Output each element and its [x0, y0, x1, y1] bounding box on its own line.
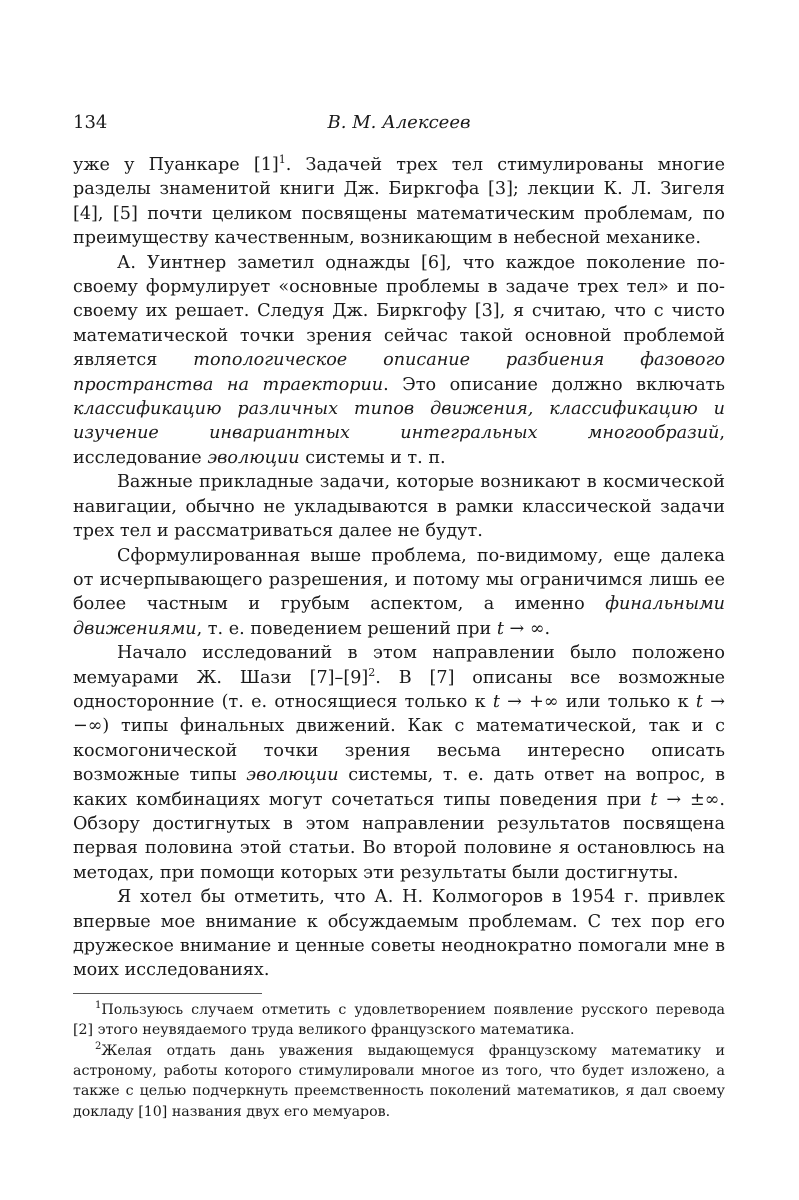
text-run: Я хотел бы отметить, что А. Н. Колмогоров в 1954 г. привлек впервые мое внимание к обсуждаемым проблемам. С тех пор его дружеское внимание и ценные советы неоднократно помогали мне в моих исследованиях.	[73, 887, 725, 981]
text-run: . Задачей трех тел стимулированы многие разделы знаменитой книги Дж. Биркгофа [3]; лекции К. Л. Зигеля [4], [5] почти целиком посвящены математическим проблемам, по преимуществу качественным, возникающим в небесной механике.	[73, 155, 725, 249]
text-run: А. Уинтнер заметил однажды [6], что каждое поколение по-своему формулирует «основные проблемы в задаче трех тел» и по-своему их решает. Следуя Дж. Биркгофу [3], я считаю, что с чисто математической точки зрения сейчас такой основной проблемой является	[73, 252, 725, 371]
text-run: системы, т. е. дать ответ на вопрос, в каких комбинациях могут сочетаться типы поведения при	[73, 765, 725, 810]
text-run: → +∞ или только к	[499, 691, 696, 712]
text-run: системы и т. п.	[299, 447, 446, 468]
text-run: → −∞) типы финальных движений. Как с математической, так и с космогонической точки зрения весьма интересно описать возможные типы	[73, 691, 726, 786]
emphasis-text: классификацию различных типов движения, классификацию и изучение инвариантных интегральных многообразий	[73, 399, 725, 444]
emphasis-text: t	[492, 691, 500, 712]
text-run: Желая отдать дань уважения выдающемуся французскому математику и астроному, работы которого стимулировали многое из того, что будет изложено, а также с целью подчеркнуть преемственность поколений математиков, я дал своему докладу [10] названия двух его мемуаров.	[73, 1042, 725, 1120]
footnote	[73, 1041, 725, 1123]
paragraph	[73, 153, 725, 251]
paragraph	[73, 885, 725, 983]
footnote-mark: 1	[95, 999, 102, 1011]
footnote-mark: 2	[95, 1040, 102, 1052]
footnote	[73, 1000, 725, 1041]
footnote-divider	[73, 993, 262, 994]
paragraph	[73, 470, 725, 543]
emphasis-text: эволюции	[246, 765, 339, 786]
running-head: В. М. Алексеев	[327, 112, 471, 133]
text-run: , т. е. поведением решений при	[196, 618, 497, 639]
body-text	[73, 153, 725, 983]
paragraph	[73, 641, 725, 885]
text-run: → ±∞. Обзору достигнутых в этом направлении результатов посвящена первая половина этой статьи. Во второй половине я остановлюсь на методах, при помощи которых эти результаты были достигнуты.	[73, 789, 725, 883]
text-run: уже у Пуанкаре [1]	[73, 155, 279, 175]
text-run: Пользуюсь случаем отметить с удовлетворением появление русского перевода [2] этого неувядаемого труда великого французского математика.	[73, 1001, 725, 1039]
text-run: . В [7] описаны все возможные односторонние (т. е. относящиеся только к	[73, 667, 726, 712]
text-run: . Это описание должно включать	[383, 374, 725, 395]
footnote-mark: 1	[278, 153, 286, 166]
emphasis-text: t	[496, 618, 504, 639]
paragraph	[73, 251, 725, 471]
page-number: 134	[73, 112, 108, 133]
emphasis-text: финальными движениями	[73, 594, 725, 639]
paragraph	[73, 544, 725, 642]
page-header	[73, 112, 725, 142]
text-run: → ∞.	[503, 618, 551, 639]
footnotes	[73, 1000, 725, 1122]
text-run: Важные прикладные задачи, которые возникают в космической навигации, обычно не укладываются в рамки классической задачи трех тел и рассматриваться далее не будут.	[73, 472, 725, 542]
page	[73, 112, 725, 1122]
emphasis-text: t	[695, 691, 703, 712]
footnote-mark: 2	[368, 665, 376, 679]
text-run: Сформулированная выше проблема, по-видимому, еще далека от исчерпывающего разрешения, и потому мы ограничимся лишь ее более частным и грубым аспектом, а именно	[73, 545, 725, 615]
emphasis-text: эволюции	[207, 447, 300, 468]
emphasis-text: топологическое описание разбиения фазового пространства на траектории	[73, 350, 725, 395]
emphasis-text: t	[650, 789, 658, 810]
text-run: Начало исследований в этом направлении было положено мемуарами Ж. Шази [7]–[9]	[73, 643, 725, 688]
text-run: , исследование	[73, 423, 725, 468]
